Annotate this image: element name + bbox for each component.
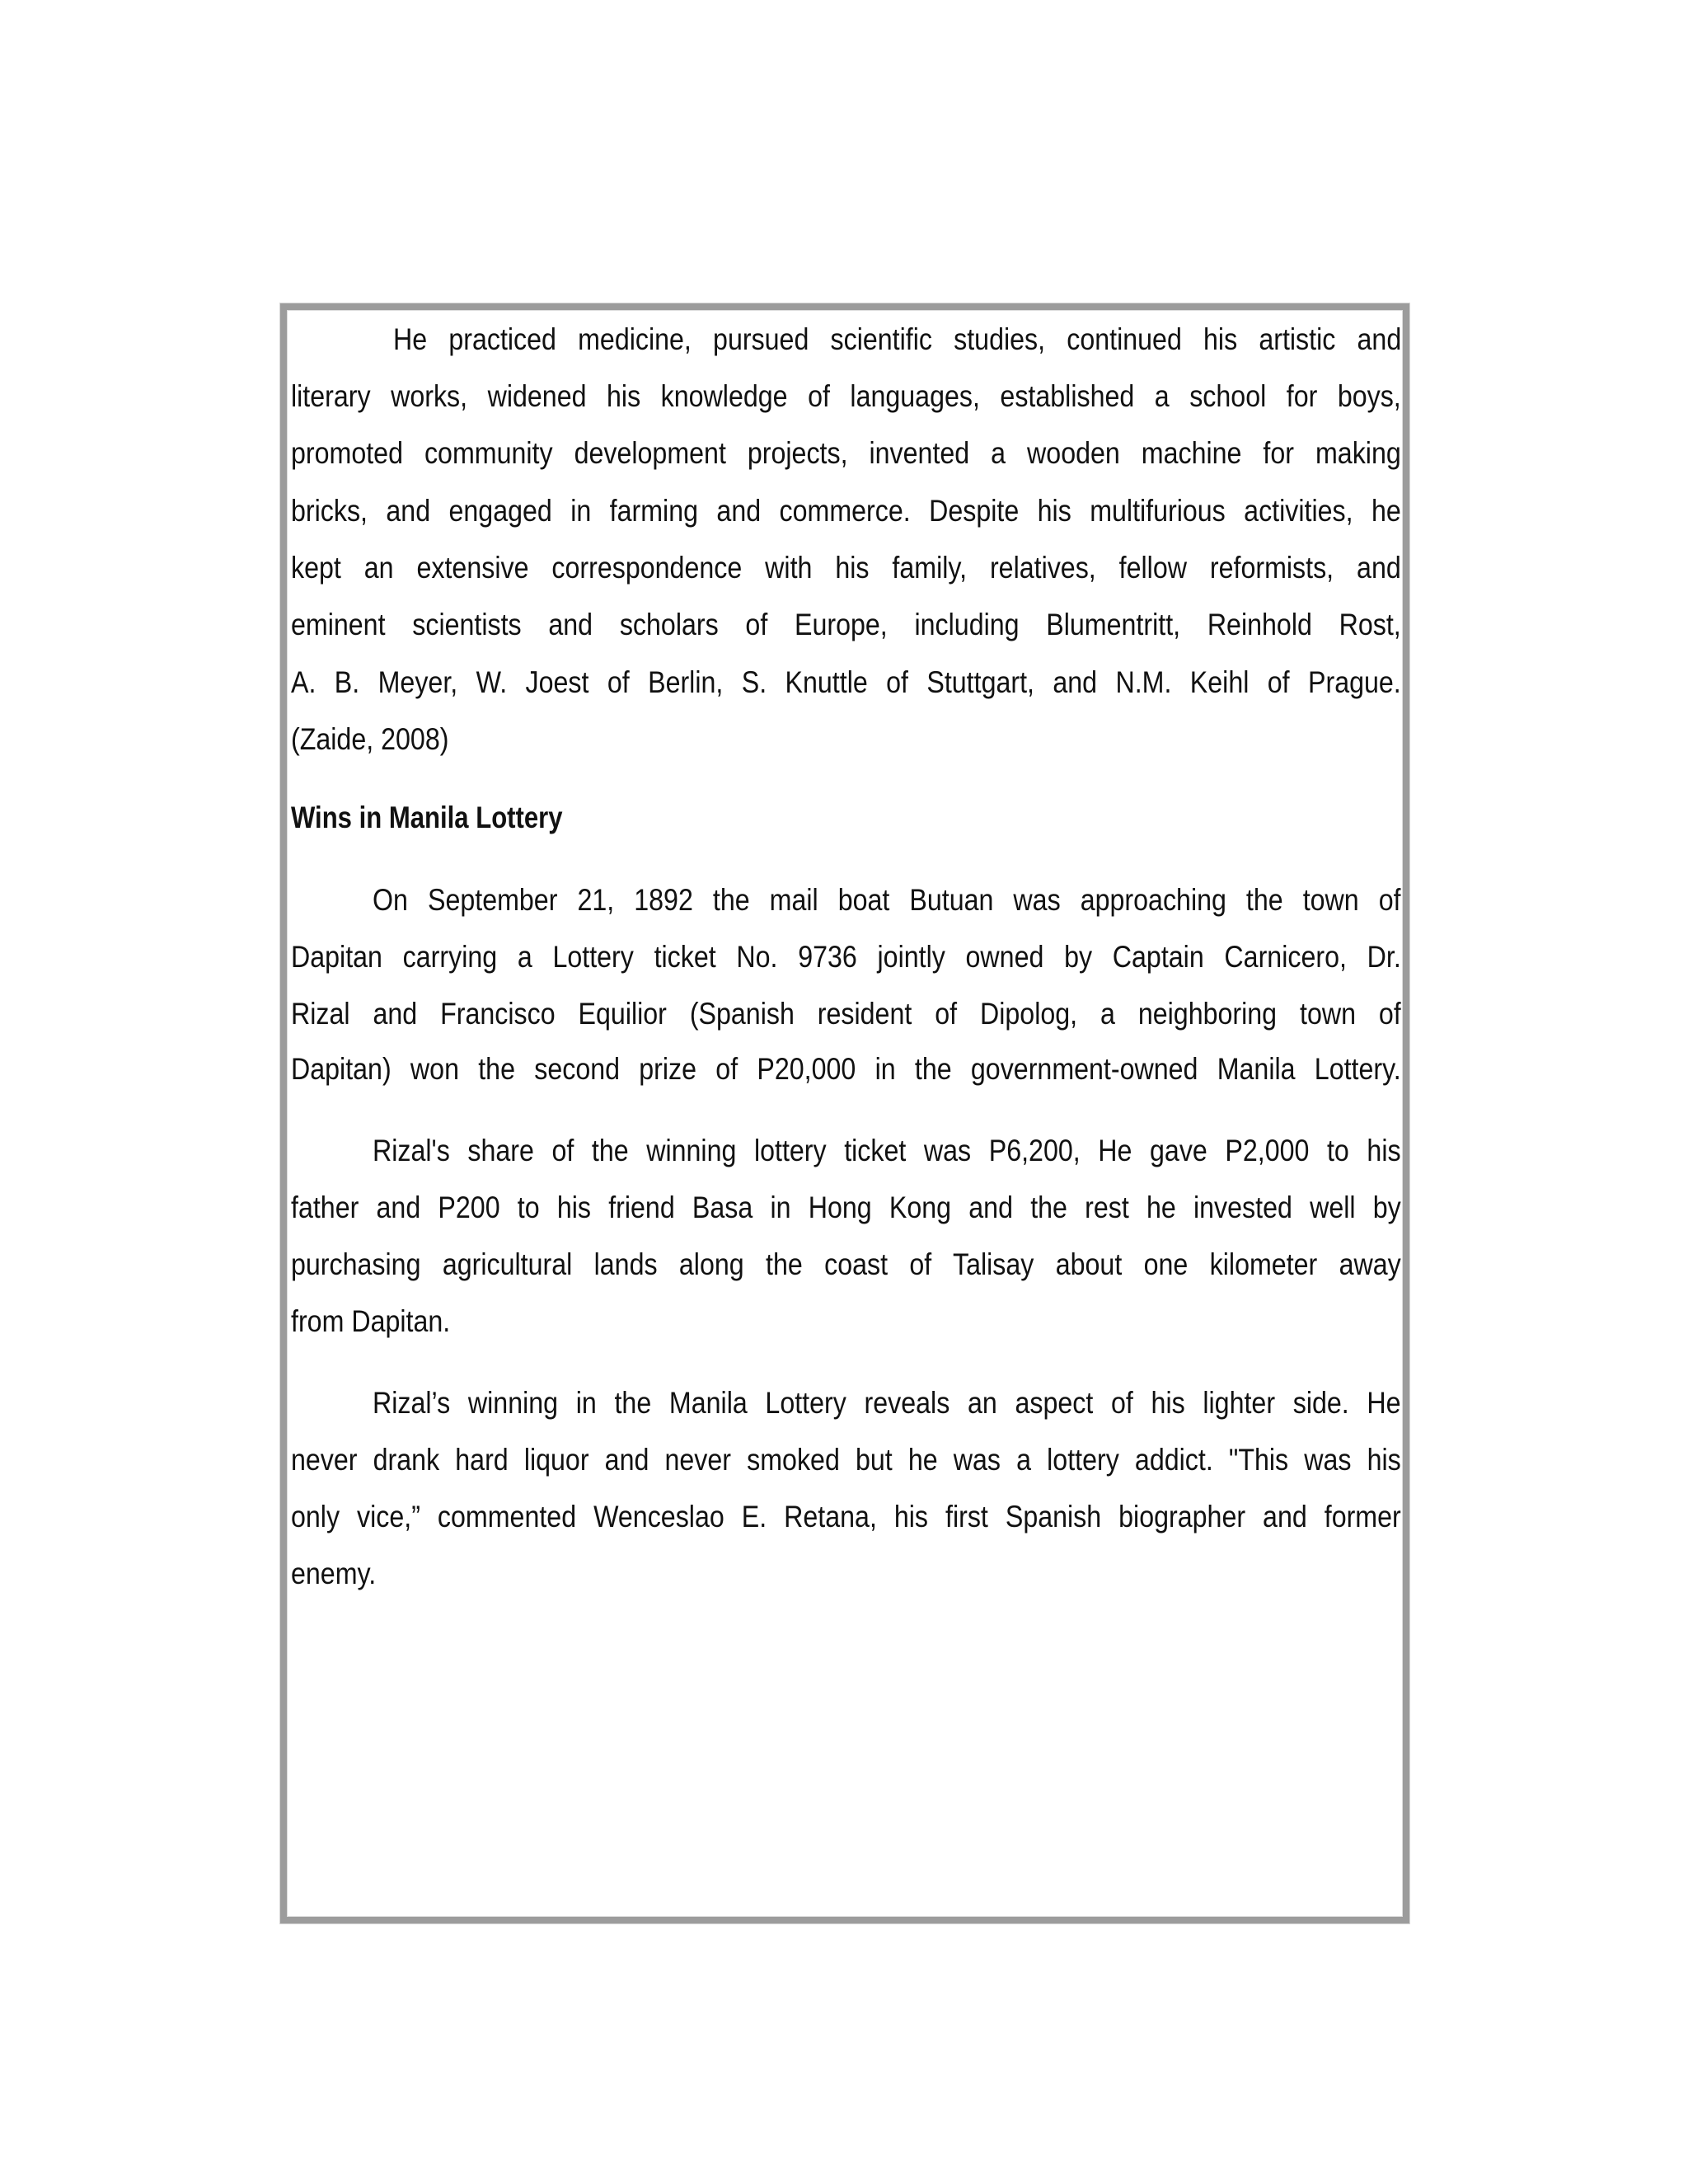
section-heading: Wins in Manila Lottery [291,801,563,834]
paragraph-line: promoted community development projects, invented a wooden machine for making [291,436,1401,470]
paragraph-line: father and P200 to his friend Basa in Hong Kong and the rest he invested well by [291,1191,1401,1224]
paragraph-line: bricks, and engaged in farming and commerce. Despite his multifurious activities, he [291,494,1401,528]
paragraph-line: kept an extensive correspondence with his family, relatives, fellow reformists, and [291,551,1401,585]
paragraph-line: He practiced medicine, pursued scientific studies, continued his artistic and [393,322,1402,356]
paragraph-line: literary works, widened his knowledge of languages, established a school for boys, [291,379,1401,413]
paragraph-line: Rizal and Francisco Equilior (Spanish resident of Dipolog, a neighboring town of [291,997,1401,1031]
paragraph-line: Rizal’s winning in the Manila Lottery reveals an aspect of his lighter side. He [373,1386,1401,1420]
paragraph-line: eminent scientists and scholars of Europe, including Blumentritt, Reinhold Rost, [291,608,1401,641]
paragraph-line: Dapitan carrying a Lottery ticket No. 9736 jointly owned by Captain Carnicero, Dr. [291,940,1401,974]
page-frame [280,303,1409,1923]
paragraph-line: enemy. [291,1557,377,1590]
paragraph-line: Dapitan) won the second prize of P20,000 in the government-owned Manila Lottery. [291,1052,1401,1086]
paragraph-line: purchasing agricultural lands along the coast of Talisay about one kilometer away [291,1247,1401,1281]
paragraph-line: never drank hard liquor and never smoked but he was a lottery addict. "This was his [291,1443,1401,1477]
paragraph-line: A. B. Meyer, W. Joest of Berlin, S. Knuttle of Stuttgart, and N.M. Keihl of Prague. [291,665,1401,699]
citation: (Zaide, 2008) [291,722,449,756]
paragraph-line: only vice,” commented Wenceslao E. Retana, his first Spanish biographer and former [291,1500,1401,1533]
paragraph-line: On September 21, 1892 the mail boat Butuan was approaching the town of [373,883,1401,917]
paragraph-line: Rizal's share of the winning lottery ticket was P6,200, He gave P2,000 to his [373,1134,1401,1167]
paragraph-line: from Dapitan. [291,1304,451,1338]
